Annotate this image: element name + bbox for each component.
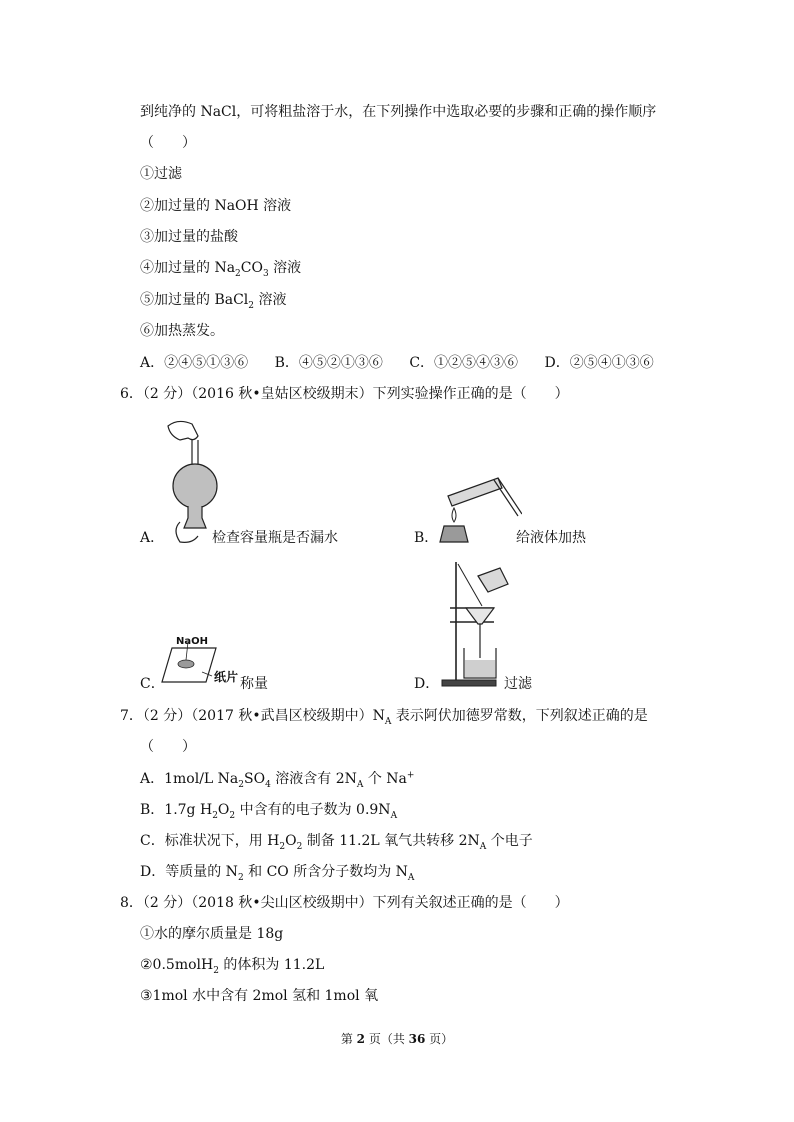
total-pages: 36 — [408, 1032, 426, 1046]
text: 和 CO 所含分子数均为 N — [243, 864, 408, 880]
q5-step-4-text: ④加过量的 Na — [140, 260, 236, 276]
subscript: A — [407, 872, 415, 883]
naoh-label: NaOH — [176, 636, 208, 647]
q5-step-4-tail: 溶液 — [268, 260, 302, 276]
page-number: 2 — [356, 1032, 365, 1046]
subscript: A — [390, 810, 398, 821]
text: 制备 11.2L 氧气共转移 2N — [302, 833, 480, 849]
subscript: 2 — [213, 965, 219, 976]
q5-step-2: ②加过量的 NaOH 溶液 — [140, 198, 292, 214]
filtration-figure — [436, 562, 516, 690]
subscript: A — [479, 841, 487, 852]
subscript: 2 — [212, 810, 218, 821]
q5-step-1: ①过滤 — [140, 166, 182, 182]
text: 个 Na — [363, 771, 407, 787]
footer-text: 页（共 — [365, 1032, 409, 1046]
text: A．1mol/L Na — [140, 771, 239, 787]
q6-option-b-text: 给液体加热 — [516, 530, 586, 546]
q7-stem — [120, 706, 648, 726]
text: 溶液含有 2N — [270, 771, 357, 787]
subscript: 3 — [262, 268, 269, 279]
q6-option-c-text: 称量 — [240, 676, 268, 692]
q7-option-d — [140, 862, 414, 882]
subscript: A — [356, 779, 364, 790]
q5-step-3: ③加过量的盐酸 — [140, 229, 238, 245]
text: O — [285, 833, 297, 849]
subscript: 2 — [235, 268, 241, 279]
q6-option-b-letter: B． — [414, 530, 439, 546]
volumetric-flask-figure — [158, 418, 218, 546]
q8-statement-3: ③1mol 水中含有 2mol 氢和 1mol 氧 — [140, 988, 379, 1004]
intro-bracket: （ ） — [140, 135, 196, 151]
q7-option-a — [140, 769, 414, 789]
q7-stem-text: 7．（2 分）（2017 秋•武昌区校级期中）N — [120, 708, 385, 724]
subscript: 2 — [237, 872, 244, 883]
q8-stem: 8．（2 分）（2018 秋•尖山区校级期中）下列有关叙述正确的是（ ） — [120, 895, 569, 911]
text: B．1.7g H — [140, 802, 213, 818]
q8-statement-1: ①水的摩尔质量是 18g — [140, 926, 284, 942]
q6-option-d-letter: D． — [414, 676, 440, 692]
q8-statement-2 — [140, 955, 324, 975]
q7-stem-tail: 表示阿伏加德罗常数，下列叙述正确的是 — [391, 708, 648, 724]
subscript: 4 — [265, 779, 271, 790]
q6-option-a-text: 检查容量瓶是否漏水 — [212, 530, 338, 546]
q5-step-5 — [140, 290, 286, 310]
q6-stem: 6．（2 分）（2016 秋•皇姑区校级期末）下列实验操作正确的是（ ） — [120, 386, 569, 402]
superscript: + — [406, 770, 415, 781]
q5-step-6: ⑥加热蒸发。 — [140, 323, 224, 339]
footer-text: 第 — [340, 1032, 357, 1046]
page-footer — [0, 1030, 794, 1047]
subscript: A — [384, 716, 392, 727]
q5-option-a: A．②④⑤①③⑥ — [140, 355, 249, 371]
q6-option-c-letter: C． — [140, 676, 165, 692]
subscript: 2 — [279, 841, 286, 852]
q7-option-c — [140, 831, 533, 851]
q5-step-5-tail: 溶液 — [254, 292, 287, 308]
q5-step-5-text: ⑤加过量的 BaCl — [140, 292, 249, 308]
q5-option-b: B．④⑤②①③⑥ — [274, 355, 383, 371]
paper-label: 纸片 — [214, 670, 239, 684]
q5-step-4 — [140, 258, 301, 278]
q6-option-a-letter: A． — [140, 530, 165, 546]
q7-option-b — [140, 800, 397, 820]
footer-text: 页） — [425, 1032, 454, 1046]
text: SO — [244, 771, 266, 787]
subscript: 2 — [229, 810, 236, 821]
subscript: 2 — [238, 779, 244, 790]
text: ②0.5molH — [140, 957, 214, 973]
q5-option-c: C．①②⑤④③⑥ — [409, 355, 519, 371]
q5-options — [140, 353, 676, 373]
text: C．标准状况下，用 H — [140, 833, 280, 849]
q5-step-4-mid: CO — [240, 260, 263, 276]
text: 的体积为 11.2L — [218, 957, 325, 973]
subscript: 2 — [248, 300, 255, 311]
text: 中含有的电子数为 0.9N — [235, 802, 391, 818]
q7-bracket: （ ） — [140, 739, 196, 755]
heating-test-tube-figure — [432, 468, 522, 546]
text: O — [217, 802, 230, 818]
intro-line: 到纯净的 NaCl，可将粗盐溶于水，在下列操作中选取必要的步骤和正确的操作顺序 — [140, 104, 657, 120]
q6-option-d-text: 过滤 — [504, 676, 532, 692]
q5-option-d: D．②⑤④①③⑥ — [544, 355, 654, 371]
text: D．等质量的 N — [140, 864, 238, 880]
subscript: 2 — [296, 841, 303, 852]
text: 个电子 — [486, 833, 533, 849]
